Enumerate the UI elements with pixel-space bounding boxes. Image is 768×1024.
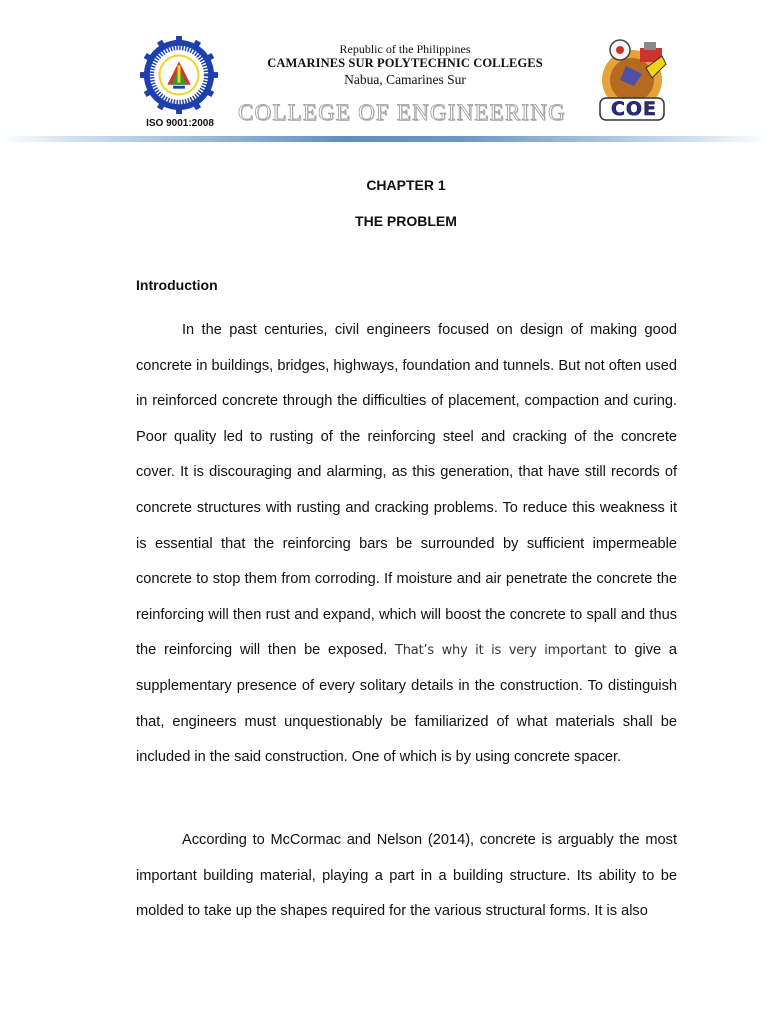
institution-block — [230, 42, 580, 89]
college-name: CAMARINES SUR POLYTECHNIC COLLEGES — [267, 56, 543, 70]
paragraph-1-continued: to give a supplementary presence of every solitary details in the construction. To distinguish that, engineers must unquestionably be familiarized of what materials shall be included in the said construction. One of which is by using concrete spacer. — [136, 642, 677, 766]
paragraph-introduction — [136, 313, 677, 776]
college-location: Nabua, Camarines Sur — [344, 72, 466, 87]
chapter-number: CHAPTER 1 — [366, 177, 446, 193]
coe-logo — [596, 34, 676, 126]
section-heading: Introduction — [136, 277, 218, 293]
paragraph-1-highlight: That’s why it is very important — [395, 643, 607, 659]
department-title: COLLEGE OF ENGINEERING — [238, 100, 566, 125]
iso-certification: ISO 9001:2008 — [146, 118, 214, 129]
republic-line: Republic of the Philippines — [339, 42, 471, 56]
chapter-title: THE PROBLEM — [355, 213, 457, 229]
document-header — [0, 0, 768, 150]
coe-logo-text: COE — [610, 98, 658, 120]
paragraph-mccormac: According to McCormac and Nelson (2014), concrete is arguably the most important building material, playing a part in a building structure. Its ability to be molded to take up the shapes required for the various structural forms. It is also — [136, 832, 677, 920]
paragraph-1-text: In the past centuries, civil engineers focused on design of making good concrete in buildings, bridges, highways, foundation and tunnels. But not often used in reinforced concrete through the difficulties of placement, compaction and curing. Poor quality led to rusting of the reinforcing steel and cracking of the concrete cover. It is discouraging and alarming, as this generation, that have still records of concrete structures with rusting and cracking problems. To reduce this weakness it is essential that the reinforcing bars be surrounded by sufficient impermeable concrete to stop them from corroding. If moisture and air penetrate the concrete the reinforcing will then rust and expand, which will boost the concrete to spall and thus the reinforcing will then be exposed. — [136, 322, 677, 659]
college-seal-logo — [140, 36, 218, 114]
header-divider — [0, 136, 768, 142]
